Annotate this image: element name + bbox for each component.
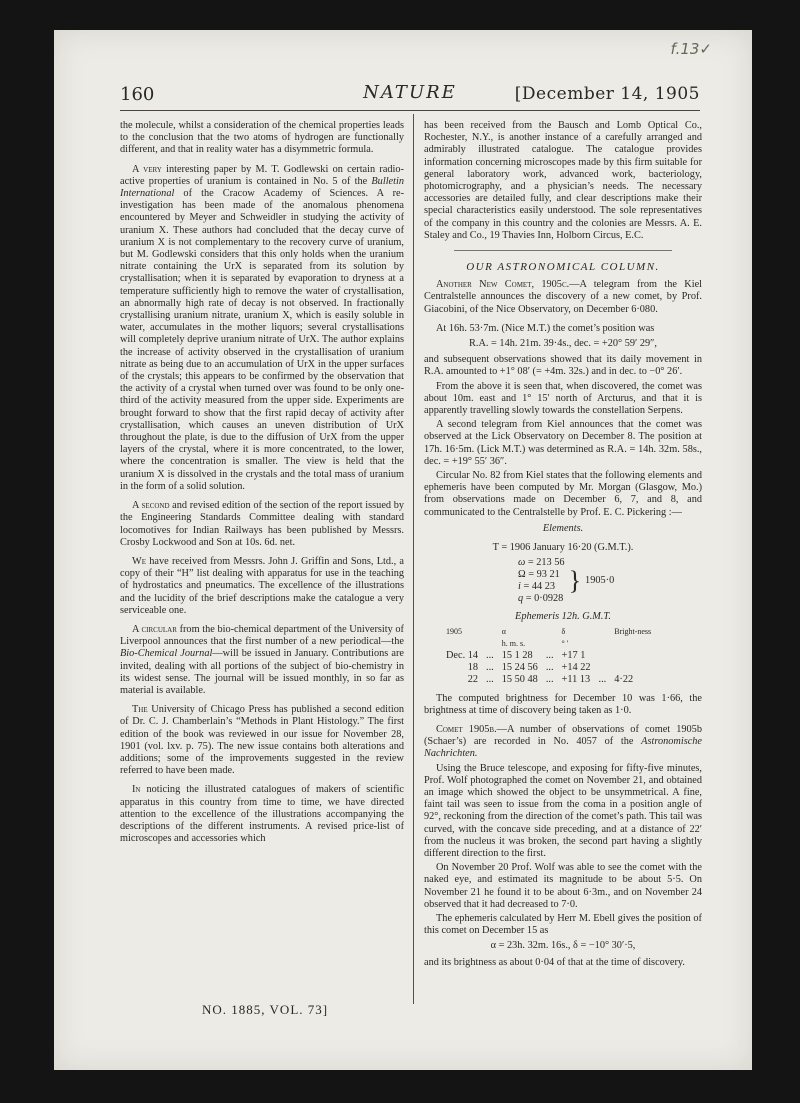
paragraph: On November 20 Prof. Wolf was able to see the comet with the naked eye, and estimated its magnitude to be about 5·5. On November 21 he found it to be about 6·3m., and on November 24 observed that it had decreased to 7·0. xyxy=(424,862,702,910)
table-row: Dec. 14 ... 15 1 28 ... +17 1 xyxy=(446,649,586,661)
table-row: 22 ... 15 50 48 ... +11 13 ... 4·22 xyxy=(467,673,634,685)
paragraph: A very interesting paper by M. T. Godlewski on certain radio-active properties of uranium is contained in No. 5 of the Bulletin International of the Cracow Academy of Sciences. A re-investigation has been made of the anomalous phenomena encountered by Meyer and Schweidler in studying the activity of uranium X. These authors had concluded that the decay curve of uranium X is not complementary to the recovery curve of uranium, but M. Godlewski considers that this only holds when the uranium nitrate containing the UrX is separated from its solution by crystallisation; when it is separated by evaporation to dryness at a temperature sufficiently high to remove the water of crystallisation, an abnormally high rate of decay is not observed. In fractionally crystallising uranium nitrate, uranium X, which is easily soluble in water, accumulates in the mother liquors; several crystallisations will completely deprive uranium nitrate of UrX. The author explains the increase of activity observed in the crystallisation of uranium nitrate as being due to an accumulation of UrX in the upper surfaces of the crystals; this appears to be confirmed by the observation that the activity of a crystal when turned over was found to be only one-third of the activity measured from the upper side. Experiments are brought forward to show that the first rapid decay of activity after crystallisation, which causes an uneven distribution of UrX throughout the plate, is due to the diffusion of UrX from the upper layers of the crystal, where it is more concentrated, to the lower, where the concentration is smaller. The view is held that the uranium X is dissolved in the crystals and the total mass of uranium in the form of a solid solution. xyxy=(120,163,404,492)
page-number: 160 xyxy=(120,84,155,105)
journal-title: NATURE xyxy=(363,82,457,103)
paragraph: In noticing the illustrated catalogues of makers of scientific apparatus in this country from time to time, we have directed attention to the excellence of the illustrations accompanying the descriptions of the different instruments. A revised price-list of microscopes and accessories which xyxy=(120,784,404,845)
issue-date: [December 14, 1905 xyxy=(514,84,700,104)
brace: } xyxy=(568,566,582,596)
ephemeris-table: 1905 α δ Bright-ness h. m. s. ° ′ Dec. 14 ... 15 1 28 ... +17 1 18 ... 15 24 56 ... +14 22 22 ... 15 50 48 ... +11 13 ... 4·22 xyxy=(442,626,655,686)
journal-page xyxy=(54,30,752,1070)
elements-epoch: 1905·0 xyxy=(585,575,615,587)
paragraph: The University of Chicago Press has published a second edition of Dr. C. J. Chamberlain’s “Methods in Plant Histology.” The first edition of the book was reviewed in our issue for November 28, 1901 (vol. lxv. p. 75). The new issue contains both alterations and additions; some of the improvements suggested in the review referred to have been made. xyxy=(120,704,404,777)
paragraph: The ephemeris calculated by Herr M. Ebell gives the position of this comet on December 15 as xyxy=(424,912,702,937)
left-column xyxy=(120,120,404,852)
formula: α = 23h. 32m. 16s., δ = −10° 30′·5, xyxy=(490,940,636,952)
paragraph: At 16h. 53·7m. (Nice M.T.) the comet’s position was xyxy=(436,322,655,334)
paragraph: Circular No. 82 from Kiel states that the following elements and ephemeris have been computed by Mr. Morgan (Glasgow, Mo.) from observations made on December 6, 7, and 8, and communicated to the Centralstelle by Prof. E. C. Pickering :— xyxy=(424,470,702,518)
paragraph: Using the Bruce telescope, and exposing for fifty-five minutes, Prof. Wolf photographed the comet on November 21, and obtained an image which showed the object to be unsymmetrical. A fine, faint tail was seen to issue from the coma in a position angle of 92°, reckoning from the direction of the comet’s path. This tail was curved, with the concave side preceding, and at a distance of 22′ from the nucleus it was broken, the second part having a slightly different direction to the first. xyxy=(424,762,702,859)
paragraph: A circular from the bio-chemical department of the University of Liverpool announces that the first number of a new periodical—the Bio-Chemical Journal—will be issued in January. Contributions are invited, dealing with all portions of the subject of bio-chemistry in its widest sense. The journal will be issued monthly, in so far as material is available. xyxy=(120,623,404,696)
paragraph: We have received from Messrs. John J. Griffin and Sons, Ltd., a copy of their “H” list dealing with apparatus for use in the teaching of hydrostatics and pneumatics. The excellence of the illustrations and the lucidity of the brief descriptions make the catalogue a very serviceable one. xyxy=(120,555,404,616)
element-row: i = 44 23 xyxy=(518,581,556,593)
epoch-line: T = 1906 January 16·20 (G.M.T.). xyxy=(492,542,634,554)
paragraph: From the above it is seen that, when discovered, the comet was about 10m. east and 1° 15′ north of Arcturus, and that it is apparently travelling slowly towards the constellation Serpens. xyxy=(424,380,702,417)
paragraph: A second telegram from Kiel announces that the comet was observed at the Lick Observatory on December 8. The position at 17h. 16·5m. (Lick M.T.) was determined as R.A. = 14h. 32m. 58s., dec. = +19° 55′ 36″. xyxy=(424,419,702,467)
section-rule xyxy=(454,250,672,251)
orbital-elements xyxy=(516,557,702,605)
paragraph: A second and revised edition of the section of the report issued by the Engineering Standards Committee dealing with standard locomotives for Indian Railways has been published by Messrs. Crosby Lockwood and Son at 10s. 6d. net. xyxy=(120,500,404,548)
paragraph: has been received from the Bausch and Lomb Optical Co., Rochester, N.Y., is another instance of a carefully arranged and admirably illustrated catalogue. The catalogue provides information concerning microscopes made by this firm suitable for general laboratory work, advanced work, bacteriology, photomicrography, and a physician’s needs. The necessary accessories are detailed fully, and clear descriptions make their special characteristics easily understood. The sole representatives of the company in this country and the colonies are Messrs. A. E. Staley and Co., 19 Thavies Inn, Holborn Circus, E.C. xyxy=(424,120,702,241)
paragraph: Another New Comet, 1905c.—A telegram from the Kiel Centralstelle announces the discovery of a new comet, by Prof. Giacobini, of the Nice Observatory, on December 6·080. xyxy=(424,279,702,315)
page-header xyxy=(120,82,700,111)
paragraph: and subsequent observations showed that its daily movement in R.A. amounted to +1° 08′ (= +4m. 32s.) and in dec. to −0° 26′. xyxy=(424,354,702,378)
element-row: Ω = 93 21 xyxy=(518,569,560,581)
section-title: OUR ASTRONOMICAL COLUMN. xyxy=(466,261,660,274)
column-divider xyxy=(413,114,414,1004)
paragraph: The computed brightness for December 10 was 1·66, the brightness at time of discovery being taken as 1·0. xyxy=(424,692,702,716)
paragraph: Comet 1905b.—A number of observations of comet 1905b (Schaer’s) are recorded in No. 4057 of the Astronomische Nachrichten. xyxy=(424,723,702,760)
paragraph: the molecule, whilst a consideration of the chemical properties leads to the conclusion that the two atoms of hydrogen are functionally different, and that in reality water has a disymmetric formula. xyxy=(120,120,404,156)
table-row: 18 ... 15 24 56 ... +14 22 xyxy=(467,661,591,673)
issue-footer: NO. 1885, VOL. 73] xyxy=(202,1002,329,1017)
element-row: q = 0·0928 xyxy=(518,593,564,605)
element-row: ω = 213 56 xyxy=(518,557,565,569)
right-column xyxy=(424,120,702,976)
formula: R.A. = 14h. 21m. 39·4s., dec. = +20° 59′ 29″, xyxy=(469,338,657,350)
ephemeris-label: Ephemeris 12h. G.M.T. xyxy=(515,611,611,623)
paragraph: and its brightness as about 0·04 of that at the time of discovery. xyxy=(424,956,685,968)
elements-label: Elements. xyxy=(542,522,584,534)
handwritten-annotation: f.13✓ xyxy=(670,40,712,58)
